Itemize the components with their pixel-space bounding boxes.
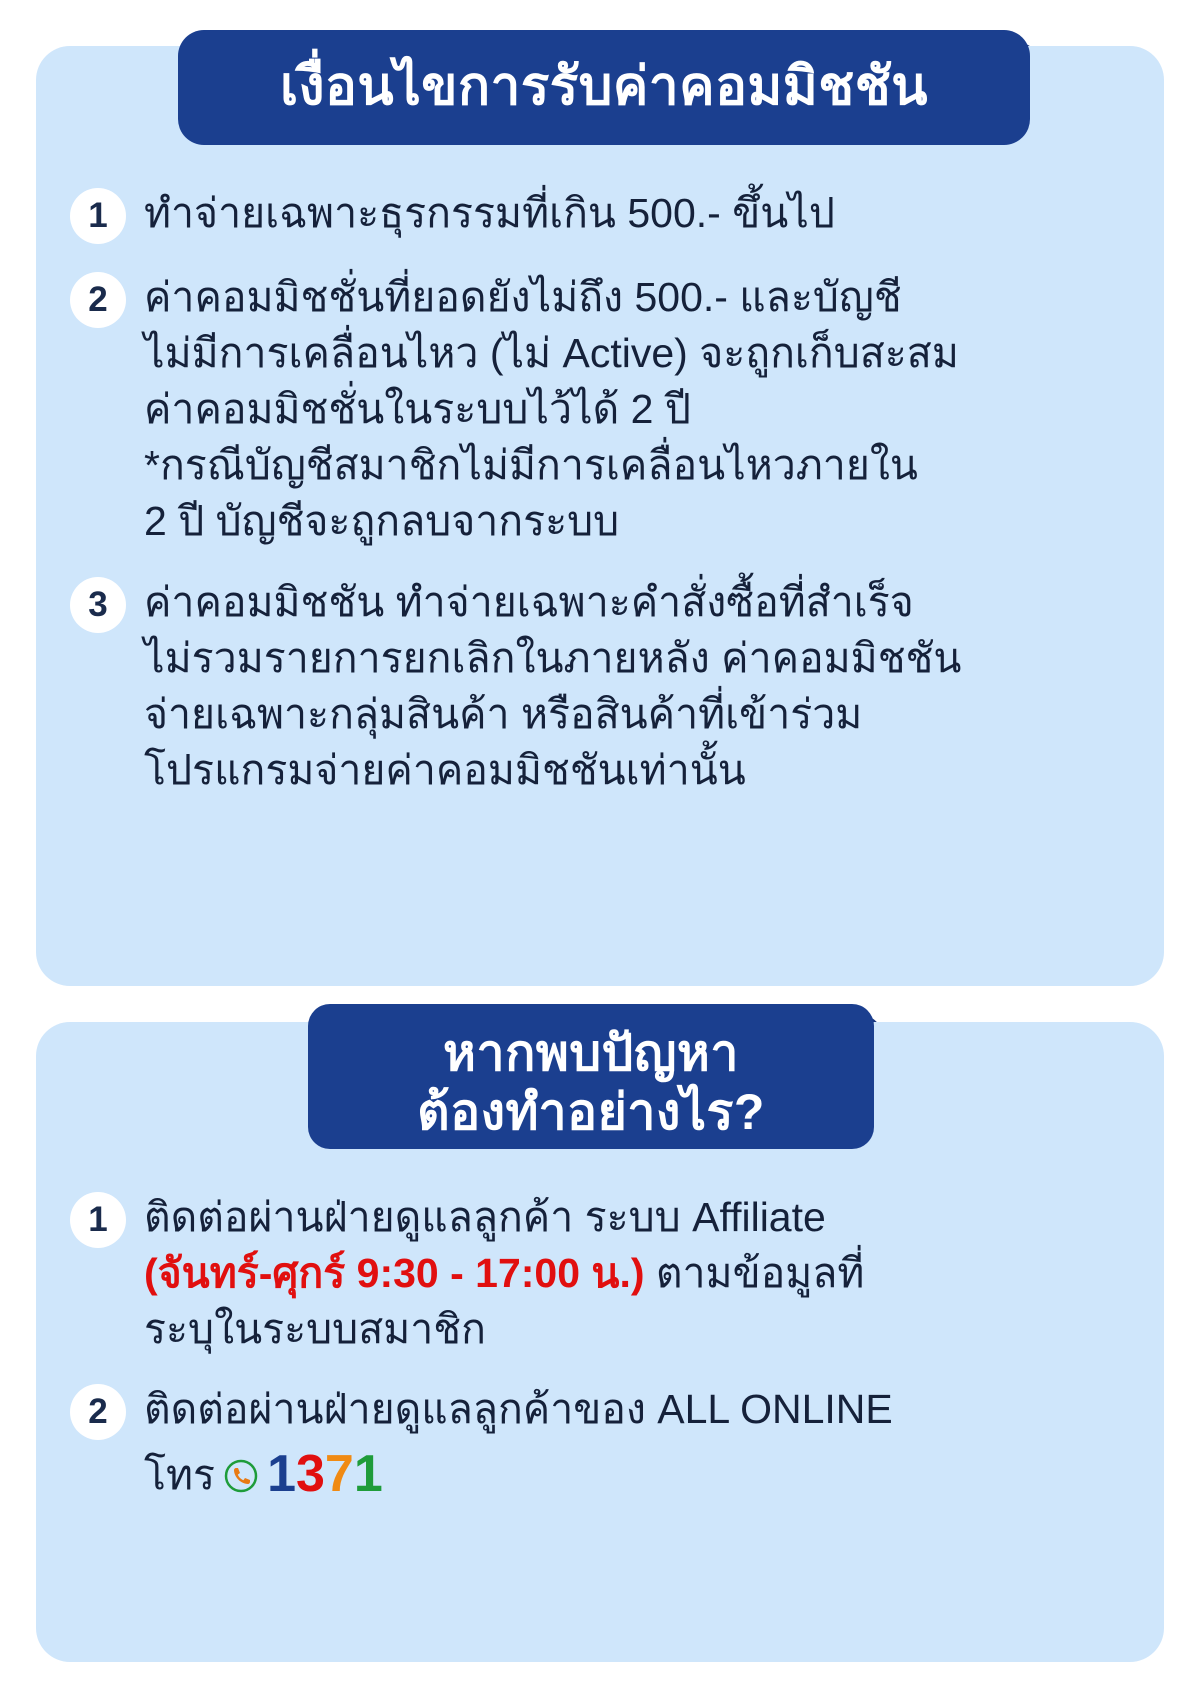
phone-icon bbox=[221, 1455, 261, 1495]
conditions-banner-title: เงื่อนไขการรับค่าคอมมิชชัน bbox=[178, 30, 1030, 145]
list-item-line: ค่าคอมมิชชัน ทำจ่ายเฉพาะคำสั่งซื้อที่สำเร็จ bbox=[144, 578, 914, 625]
list-item-line: โปรแกรมจ่ายค่าคอมมิชชันเท่านั้น bbox=[144, 746, 746, 793]
list-item-number: 1 bbox=[70, 188, 126, 244]
service-hours: (จันทร์-ศุกร์ 9:30 - 17:00 น.) bbox=[144, 1250, 645, 1297]
conditions-list bbox=[70, 186, 1130, 823]
list-item-body bbox=[144, 1382, 1130, 1509]
problem-banner-title bbox=[308, 1004, 874, 1149]
list-item-line: จ่ายเฉพาะกลุ่มสินค้า หรือสินค้าที่เข้าร่วม bbox=[144, 690, 863, 737]
list-item-body bbox=[144, 575, 1130, 797]
list-item-line bbox=[144, 1246, 1130, 1300]
phone-number[interactable] bbox=[267, 1440, 383, 1509]
list-item-line: ติดต่อผ่านฝ่ายดูแลลูกค้าของ ALL ONLINE bbox=[144, 1386, 893, 1433]
tel-label: โทร bbox=[144, 1451, 216, 1498]
problem-banner-title-line2: ต้องทำอย่างไร? bbox=[417, 1084, 765, 1140]
list-item bbox=[70, 1382, 1130, 1509]
phone-line bbox=[144, 1440, 1130, 1509]
phone-digit: 3 bbox=[296, 1445, 325, 1504]
list-item-line: ติดต่อผ่านฝ่ายดูแลลูกค้า ระบบ Affiliate bbox=[144, 1194, 826, 1240]
list-item-number: 1 bbox=[70, 1192, 126, 1248]
problem-list bbox=[70, 1190, 1130, 1535]
list-item bbox=[70, 186, 1130, 244]
list-item-number: 3 bbox=[70, 577, 126, 633]
list-item-line: ไม่รวมรายการยกเลิกในภายหลัง ค่าคอมมิชชัน bbox=[144, 634, 962, 681]
list-item-body bbox=[144, 270, 1130, 549]
list-item-number: 2 bbox=[70, 272, 126, 328]
list-item bbox=[70, 270, 1130, 549]
list-item bbox=[70, 1190, 1130, 1356]
list-item-line: ไม่มีการเคลื่อนไหว (ไม่ Active) จะถูกเก็บสะสม bbox=[144, 330, 959, 377]
list-item bbox=[70, 575, 1130, 797]
list-item-line-rest: ตามข้อมูลที่ bbox=[644, 1250, 865, 1297]
list-item-body bbox=[144, 186, 1130, 240]
list-item-line: *กรณีบัญชีสมาชิกไม่มีการเคลื่อนไหวภายใน bbox=[144, 442, 918, 489]
list-item-line: ระบุในระบบสมาชิก bbox=[144, 1306, 486, 1353]
list-item-body bbox=[144, 1190, 1130, 1356]
problem-banner-title-line1: หากพบปัญหา bbox=[443, 1025, 739, 1081]
phone-digit: 1 bbox=[267, 1445, 296, 1504]
phone-digit: 7 bbox=[324, 1445, 354, 1504]
list-item-line: 2 ปี บัญชีจะถูกลบจากระบบ bbox=[144, 498, 620, 545]
list-item-line: ค่าคอมมิชชั่นที่ยอดยังไม่ถึง 500.- และบัญชี bbox=[144, 274, 902, 320]
phone-digit: 1 bbox=[353, 1445, 383, 1504]
list-item-line: ค่าคอมมิชชั่นในระบบไว้ได้ 2 ปี bbox=[144, 386, 691, 433]
list-item-number: 2 bbox=[70, 1384, 126, 1440]
list-item-line: ทำจ่ายเฉพาะธุรกรรมที่เกิน 500.- ขึ้นไป bbox=[144, 190, 835, 236]
